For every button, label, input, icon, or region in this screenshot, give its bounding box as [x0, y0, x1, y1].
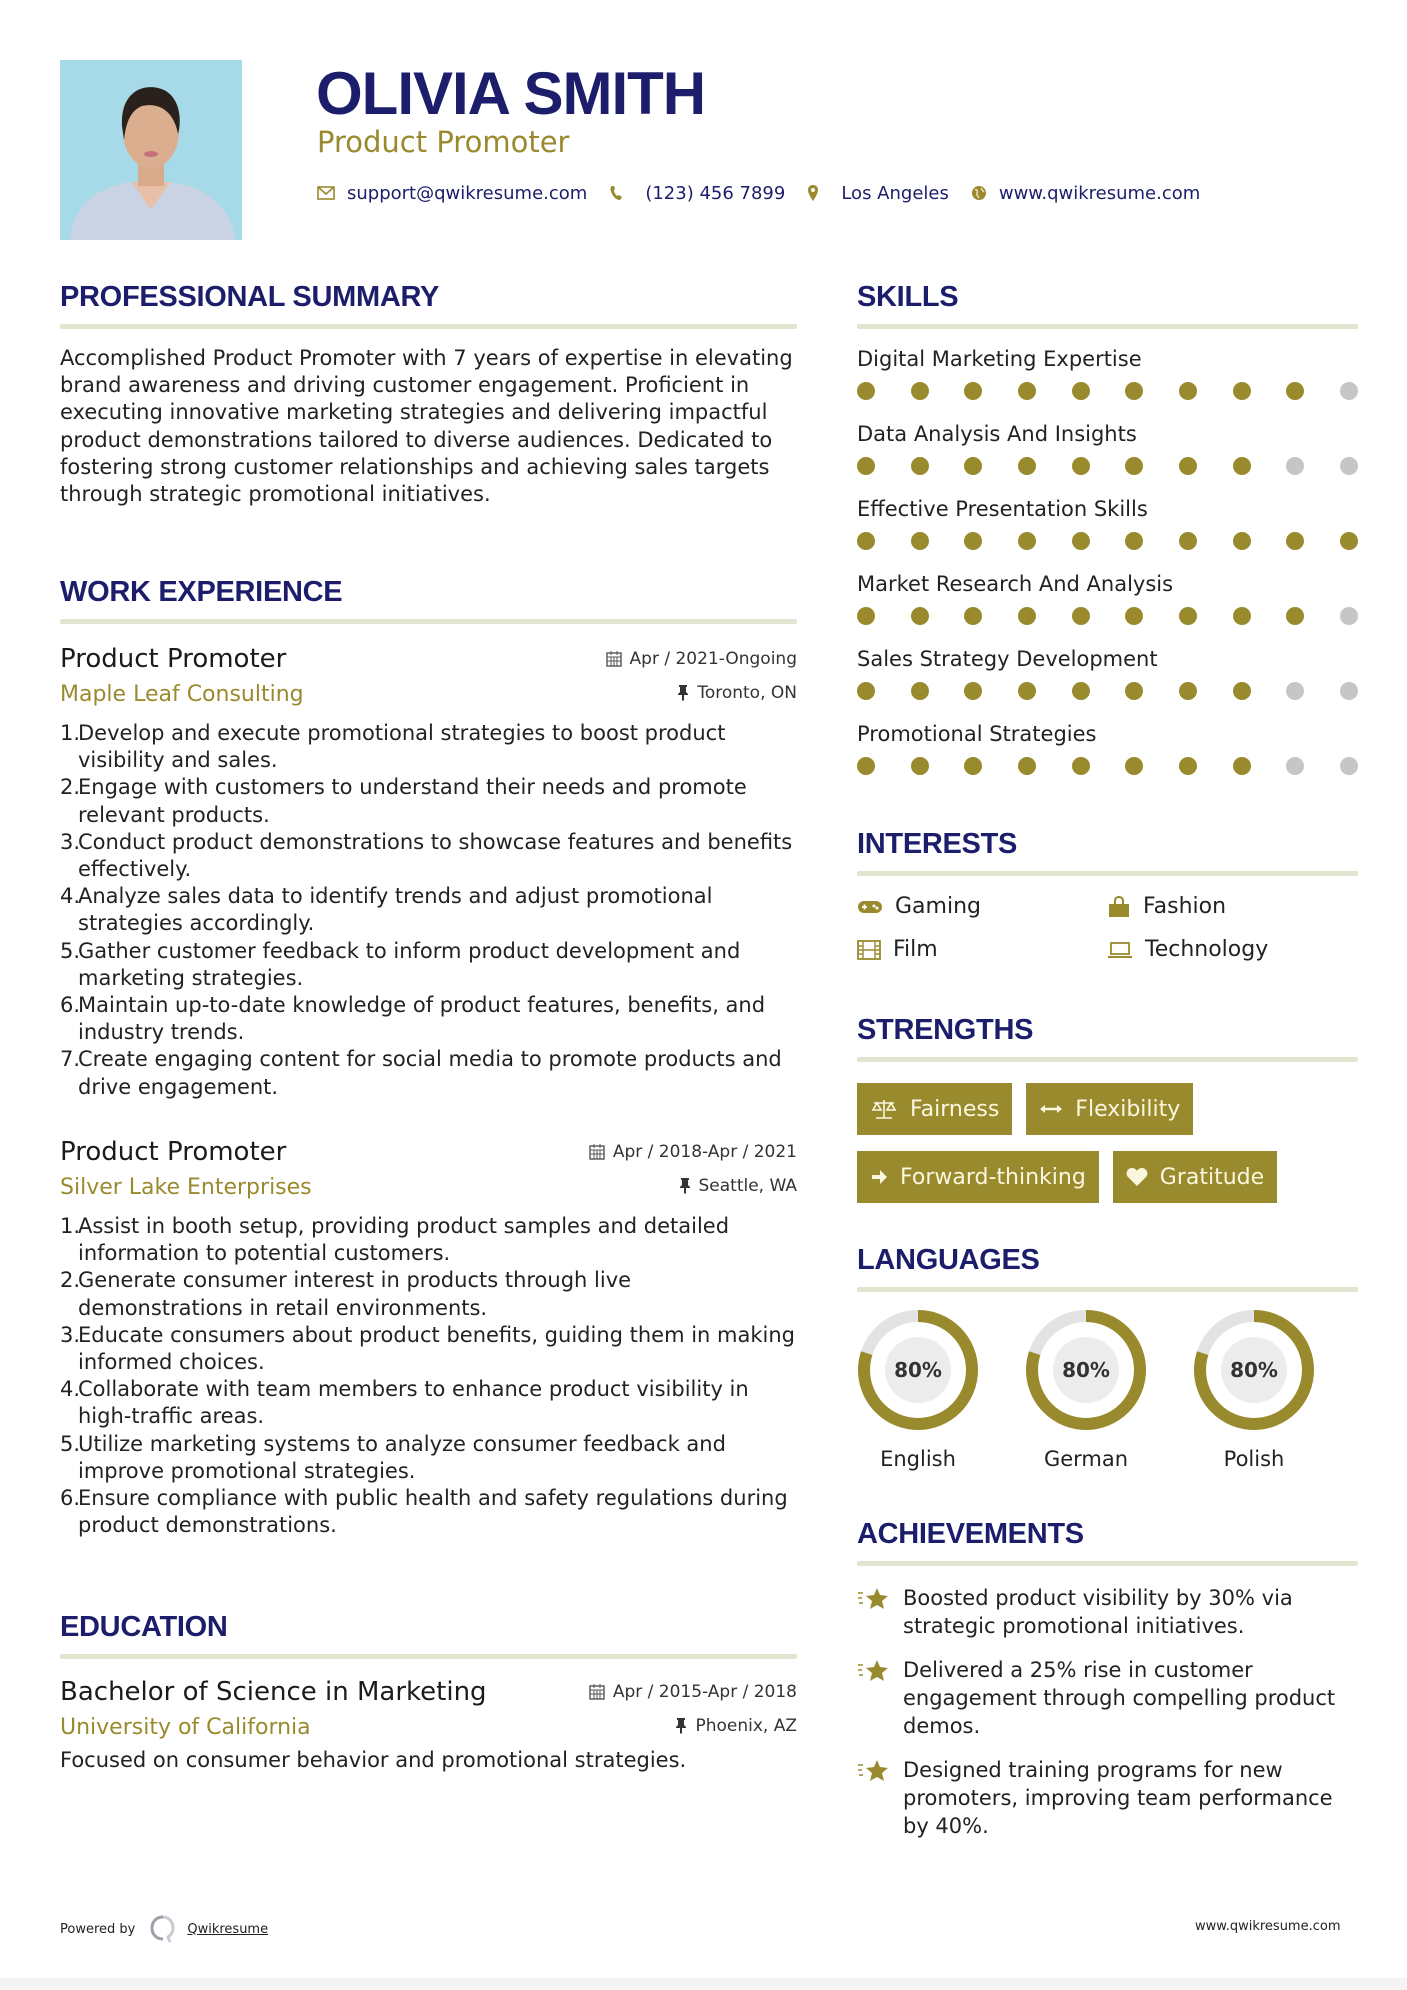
list-item: 3. Educate consumers about product benefits, guiding them in making informed choices.	[60, 1322, 796, 1375]
experience-heading: WORK EXPERIENCE	[60, 576, 343, 608]
pushpin-icon	[679, 1177, 691, 1194]
skill-item	[857, 645, 1358, 700]
strength-badge: Fairness	[857, 1083, 1012, 1135]
interest-fashion: Fashion	[1107, 894, 1357, 919]
calendar-icon	[606, 650, 622, 667]
language-item	[857, 1309, 979, 1471]
rating-dot-empty	[1340, 457, 1358, 475]
language-progress-ring	[857, 1309, 979, 1431]
rating-dot-filled	[1072, 757, 1090, 775]
rating-dot-filled	[857, 757, 875, 775]
rating-dot-filled	[964, 607, 982, 625]
heart-icon	[1126, 1167, 1148, 1187]
language-name: German	[1043, 1447, 1129, 1471]
calendar-icon	[589, 1683, 605, 1700]
powered-by-label: Powered by	[60, 1921, 136, 1937]
film-icon	[857, 940, 881, 960]
star-achievement-icon	[857, 1586, 891, 1612]
qwikresume-link[interactable]: Qwikresume	[187, 1921, 269, 1937]
list-item: 7. Create engaging content for social media to promote products and drive engagement.	[60, 1047, 782, 1099]
rating-dot-filled	[1072, 382, 1090, 400]
list-item: 6. Maintain up-to-date knowledge of product features, benefits, and industry trends.	[60, 993, 766, 1045]
powered-by	[60, 1914, 268, 1944]
job-location: Toronto, ON	[677, 683, 797, 703]
rating-dot-filled	[1286, 532, 1304, 550]
rating-dot-filled	[1286, 382, 1304, 400]
job-location: Seattle, WA	[679, 1176, 798, 1196]
job-entry	[60, 642, 797, 1101]
qwikresume-logo-icon	[149, 1914, 177, 1944]
rating-dot-filled	[1072, 457, 1090, 475]
rating-dot-filled	[911, 532, 929, 550]
job-duties-list	[60, 720, 797, 1101]
page-bottom-edge	[0, 1978, 1407, 1990]
rating-dot-filled	[911, 757, 929, 775]
rating-dot-filled	[1340, 532, 1358, 550]
skill-item	[857, 570, 1358, 625]
rating-dot-filled	[1179, 532, 1197, 550]
education-heading: EDUCATION	[60, 1611, 228, 1643]
list-item: 2. Generate consumer interest in products through live demonstrations in retail environments.	[60, 1268, 632, 1320]
achievements-section	[857, 1517, 1358, 1856]
language-progress-ring	[1025, 1309, 1147, 1431]
rating-dot-filled	[1125, 382, 1143, 400]
skill-rating	[857, 607, 1358, 625]
rating-dot-filled	[1233, 382, 1251, 400]
rating-dot-filled	[1286, 607, 1304, 625]
section-divider	[857, 1057, 1358, 1062]
rating-dot-filled	[964, 757, 982, 775]
rating-dot-filled	[1018, 682, 1036, 700]
list-item: 4. Collaborate with team members to enhance product visibility in high-traffic areas.	[60, 1377, 749, 1429]
contact-website[interactable]	[971, 183, 1200, 204]
rating-dot-filled	[1018, 757, 1036, 775]
section-divider	[857, 1561, 1358, 1566]
skill-rating	[857, 682, 1358, 700]
skill-label: Sales Strategy Development	[857, 647, 1158, 671]
skill-item	[857, 495, 1358, 550]
profile-photo	[60, 60, 242, 240]
interest-technology: Technology	[1107, 937, 1357, 962]
envelope-icon	[317, 186, 335, 200]
balance-scale-icon	[870, 1098, 898, 1120]
rating-dot-filled	[1018, 532, 1036, 550]
footer-url[interactable]: www.qwikresume.com	[1195, 1919, 1341, 1934]
job-date: Apr / 2018-Apr / 2021	[589, 1142, 797, 1162]
strengths-section	[857, 1013, 1358, 1203]
language-percent: 80%	[1230, 1358, 1278, 1382]
interest-gaming: Gaming	[857, 894, 1107, 919]
skill-rating	[857, 457, 1358, 475]
job-title: Product Promoter	[60, 644, 287, 674]
rating-dot-filled	[1072, 607, 1090, 625]
candidate-title: Product Promoter	[317, 125, 570, 159]
education-section	[60, 1610, 797, 1774]
rating-dot-filled	[1233, 532, 1251, 550]
education-date: Apr / 2015-Apr / 2018	[589, 1682, 797, 1702]
arrow-right-icon	[870, 1168, 888, 1186]
skills-section	[857, 280, 1358, 775]
rating-dot-filled	[911, 457, 929, 475]
list-item: 5. Utilize marketing systems to analyze consumer feedback and improve promotional strategies.	[60, 1431, 726, 1483]
contact-location	[807, 183, 949, 204]
rating-dot-filled	[1018, 607, 1036, 625]
list-item: 3. Conduct product demonstrations to showcase features and benefits effectively.	[60, 829, 793, 882]
rating-dot-filled	[1072, 532, 1090, 550]
skill-label: Promotional Strategies	[857, 722, 1097, 746]
rating-dot-filled	[1233, 607, 1251, 625]
list-item: 5. Gather customer feedback to inform product development and marketing strategies.	[60, 938, 741, 990]
rating-dot-filled	[1233, 757, 1251, 775]
rating-dot-filled	[911, 682, 929, 700]
rating-dot-filled	[911, 607, 929, 625]
rating-dot-filled	[1125, 607, 1143, 625]
company-name: Maple Leaf Consulting	[60, 682, 304, 707]
education-description: Focused on consumer behavior and promotional strategies.	[60, 1748, 687, 1772]
rating-dot-filled	[857, 382, 875, 400]
school-name: University of California	[60, 1715, 311, 1740]
interests-heading: INTERESTS	[857, 828, 1018, 860]
job-date: Apr / 2021-Ongoing	[606, 649, 797, 669]
pushpin-icon	[675, 1717, 687, 1734]
rating-dot-filled	[1233, 682, 1251, 700]
skill-label: Digital Marketing Expertise	[857, 347, 1142, 371]
rating-dot-filled	[964, 682, 982, 700]
skill-rating	[857, 757, 1358, 775]
languages-section	[857, 1243, 1358, 1471]
achievement-item: Delivered a 25% rise in customer engagement through compelling product demos.	[857, 1656, 1358, 1740]
rating-dot-filled	[964, 532, 982, 550]
rating-dot-filled	[1179, 457, 1197, 475]
section-divider	[857, 324, 1358, 329]
section-divider	[60, 324, 797, 329]
star-achievement-icon	[857, 1758, 891, 1784]
list-item: 1. Develop and execute promotional strategies to boost product visibility and sales.	[60, 721, 726, 773]
interest-film: Film	[857, 937, 1107, 962]
section-divider	[857, 1287, 1358, 1292]
job-duties-list	[60, 1213, 797, 1539]
arrows-horizontal-icon	[1039, 1103, 1063, 1115]
summary-section	[60, 280, 797, 508]
rating-dot-empty	[1286, 682, 1304, 700]
rating-dot-filled	[964, 457, 982, 475]
summary-heading: PROFESSIONAL SUMMARY	[60, 281, 440, 313]
achievements-heading: ACHIEVEMENTS	[857, 1518, 1084, 1550]
rating-dot-filled	[1179, 682, 1197, 700]
rating-dot-filled	[857, 682, 875, 700]
rating-dot-empty	[1340, 757, 1358, 775]
contact-row	[317, 180, 1222, 206]
phone-icon	[609, 185, 623, 201]
rating-dot-filled	[857, 532, 875, 550]
section-divider	[857, 871, 1358, 876]
rating-dot-filled	[1125, 532, 1143, 550]
rating-dot-filled	[857, 607, 875, 625]
list-item: 4. Analyze sales data to identify trends and adjust promotional strategies accordingly.	[60, 884, 713, 936]
strengths-heading: STRENGTHS	[857, 1014, 1034, 1046]
laptop-icon	[1107, 941, 1133, 959]
experience-section	[60, 575, 797, 1101]
rating-dot-empty	[1340, 607, 1358, 625]
rating-dot-filled	[1179, 607, 1197, 625]
rating-dot-filled	[1018, 457, 1036, 475]
rating-dot-filled	[911, 382, 929, 400]
portrait-image	[60, 60, 242, 240]
achievement-item: Designed training programs for new promoters, improving team performance by 40%.	[857, 1756, 1358, 1840]
strength-badge: Forward-thinking	[857, 1151, 1099, 1203]
language-percent: 80%	[894, 1358, 942, 1382]
candidate-name: OLIVIA SMITH	[316, 60, 706, 127]
globe-icon	[971, 185, 987, 201]
rating-dot-empty	[1340, 682, 1358, 700]
section-divider	[60, 619, 797, 624]
rating-dot-filled	[1018, 382, 1036, 400]
achievement-item: Boosted product visibility by 30% via strategic promotional initiatives.	[857, 1584, 1358, 1640]
star-achievement-icon	[857, 1658, 891, 1684]
language-item	[1025, 1309, 1147, 1471]
contact-phone-text: (123) 456 7899	[645, 182, 786, 204]
summary-text: Accomplished Product Promoter with 7 years of expertise in elevating brand awareness and driving customer engagement. Proficient in executing innovative marketing strategies and delivering impactful product demonstrations tailored to diverse audiences. Dedicated to fostering strong customer relationships and achieving sales targets through strategic promotional initiatives.	[60, 346, 793, 507]
skill-rating	[857, 532, 1358, 550]
language-item	[1193, 1309, 1315, 1471]
rating-dot-filled	[1125, 757, 1143, 775]
calendar-icon	[589, 1143, 605, 1160]
job-title: Product Promoter	[60, 1137, 287, 1167]
rating-dot-filled	[1179, 382, 1197, 400]
skill-rating	[857, 382, 1358, 400]
education-location: Phoenix, AZ	[675, 1716, 797, 1736]
rating-dot-empty	[1286, 757, 1304, 775]
rating-dot-filled	[964, 382, 982, 400]
contact-email-text: support@qwikresume.com	[347, 182, 588, 204]
rating-dot-filled	[1125, 682, 1143, 700]
contact-phone[interactable]	[609, 183, 785, 204]
pushpin-icon	[677, 684, 689, 701]
skill-item	[857, 720, 1358, 775]
skill-label: Data Analysis And Insights	[857, 422, 1137, 446]
list-item: 1. Assist in booth setup, providing product samples and detailed information to potential customers.	[60, 1214, 730, 1266]
language-name: Polish	[1223, 1447, 1285, 1471]
rating-dot-filled	[1179, 757, 1197, 775]
contact-location-text: Los Angeles	[841, 182, 949, 204]
job-entry	[60, 1135, 797, 1539]
degree-title: Bachelor of Science in Marketing	[60, 1677, 487, 1707]
rating-dot-filled	[857, 457, 875, 475]
contact-email[interactable]	[317, 183, 587, 204]
language-percent: 80%	[1062, 1358, 1110, 1382]
map-marker-icon	[807, 184, 819, 202]
shopping-bag-icon	[1107, 896, 1131, 918]
contact-website-text: www.qwikresume.com	[998, 182, 1201, 204]
skill-label: Effective Presentation Skills	[857, 497, 1148, 521]
skill-item	[857, 420, 1358, 475]
rating-dot-filled	[1233, 457, 1251, 475]
language-name: English	[880, 1447, 956, 1471]
rating-dot-filled	[1125, 457, 1143, 475]
skill-item	[857, 345, 1358, 400]
skill-label: Market Research And Analysis	[857, 572, 1174, 596]
list-item: 6. Ensure compliance with public health and safety regulations during product demonstrations.	[60, 1486, 788, 1538]
strength-badge: Flexibility	[1026, 1083, 1193, 1135]
gamepad-icon	[857, 899, 883, 915]
language-progress-ring	[1193, 1309, 1315, 1431]
interests-section	[857, 827, 1358, 962]
rating-dot-filled	[1072, 682, 1090, 700]
list-item: 2. Engage with customers to understand their needs and promote relevant products.	[60, 775, 747, 827]
languages-heading: LANGUAGES	[857, 1244, 1040, 1276]
company-name: Silver Lake Enterprises	[60, 1175, 312, 1200]
strength-badge: Gratitude	[1113, 1151, 1277, 1203]
rating-dot-empty	[1286, 457, 1304, 475]
section-divider	[60, 1654, 797, 1659]
skills-heading: SKILLS	[857, 281, 959, 313]
rating-dot-empty	[1340, 382, 1358, 400]
